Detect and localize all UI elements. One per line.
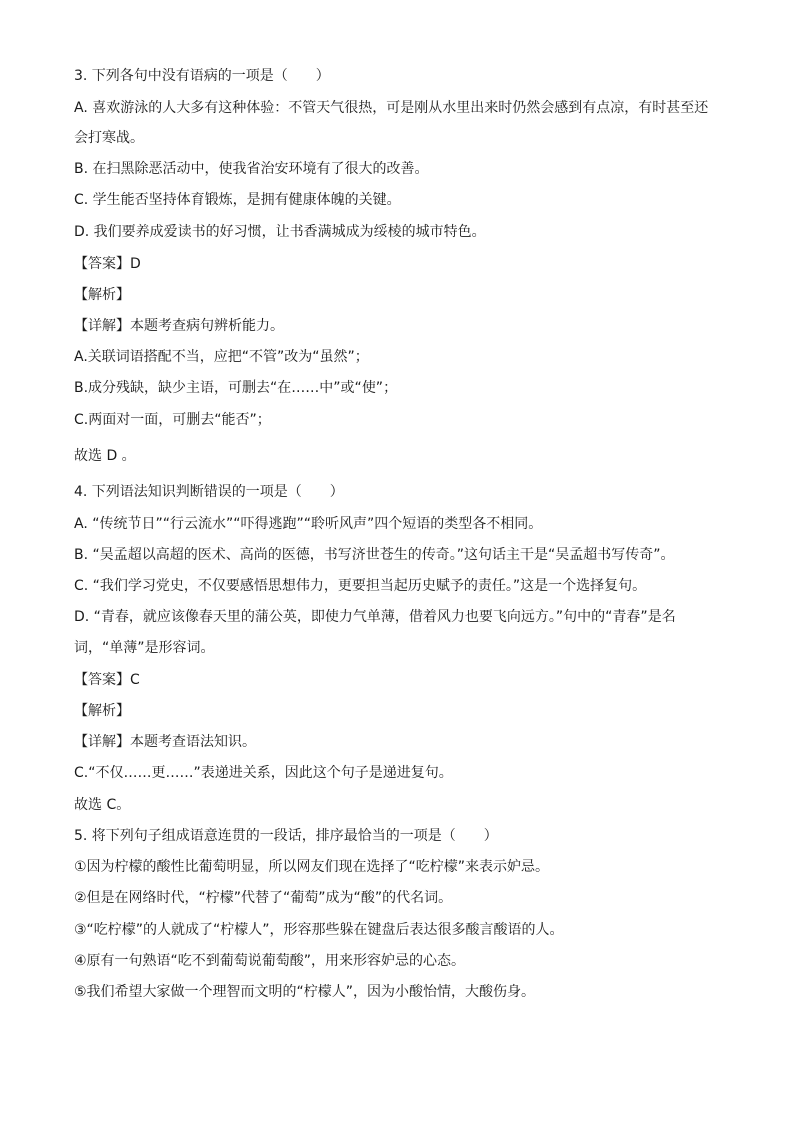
q3-explanation-c: C.两面对一面，可删去“能否”；	[74, 412, 271, 428]
q4-explanation-c: C.“不仅……更……”表递进关系，因此这个句子是递进复句。	[74, 765, 453, 781]
q3-option-d: D. 我们要养成爱读书的好习惯，让书香满城成为绥棱的城市特色。	[74, 224, 486, 240]
q4-detail: 【详解】本题考查语法知识。	[74, 734, 256, 750]
q4-stem: 4. 下列语法知识判断错误的一项是（ ）	[74, 484, 344, 500]
q3-stem: 3. 下列各句中没有语病的一项是（ ）	[74, 68, 330, 84]
q5-sentence-4: ④原有一句熟语“吃不到葡萄说葡萄酸”，用来形容妒忌的心态。	[74, 953, 466, 969]
q3-option-b: B. 在扫黑除恶活动中，使我省治安环境有了很大的改善。	[74, 161, 429, 177]
q4-option-b: B. “吴孟超以高超的医术、高尚的医德，书写济世苍生的传奇。”这句话主干是“吴孟超书写传奇”。	[74, 547, 675, 563]
q4-analysis-heading: 【解析】	[74, 703, 130, 719]
q4-option-a: A. “传统节日”“行云流水”“吓得逃跑”“聆听风声”四个短语的类型各不相同。	[74, 516, 543, 532]
q3-answer: 【答案】D	[74, 256, 141, 272]
q4-option-d-line1: D. “青春，就应该像春天里的蒲公英，即使力气单薄，借着风力也要飞向远方。”句中的“青春”是名	[74, 609, 676, 625]
q3-option-a-line1: A. 喜欢游泳的人大多有这种体验：不管天气很热，可是刚从水里出来时仍然会感到有点凉，有时甚至还	[74, 100, 709, 116]
q4-option-d-line2: 词，“单薄”是形容词。	[74, 640, 215, 656]
q3-option-a-line2: 会打寒战。	[74, 130, 144, 146]
q3-choice: 故选 D 。	[74, 448, 136, 464]
q4-choice: 故选 C。	[74, 797, 131, 813]
q5-sentence-3: ③“吃柠檬”的人就成了“柠檬人”，形容那些躲在键盘后表达很多酸言酸语的人。	[74, 922, 564, 938]
q5-sentence-2: ②但是在网络时代，“柠檬”代替了“葡萄”成为“酸”的代名词。	[74, 890, 453, 906]
q5-stem: 5. 将下列句子组成语意连贯的一段话，排序最恰当的一项是（ ）	[74, 828, 498, 844]
q3-explanation-b: B.成分残缺，缺少主语，可删去“在……中”或“使”；	[74, 380, 398, 396]
q4-option-c: C. “我们学习党史，不仅要感悟思想伟力，更要担当起历史赋予的责任。”这是一个选择复句。	[74, 578, 647, 594]
q5-sentence-5: ⑤我们希望大家做一个理智而文明的“柠檬人”，因为小酸怡情，大酸伤身。	[74, 984, 536, 1000]
q5-sentence-1: ①因为柠檬的酸性比葡萄明显，所以网友们现在选择了“吃柠檬”来表示妒忌。	[74, 859, 550, 875]
q3-option-c: C. 学生能否坚持体育锻炼，是拥有健康体魄的关键。	[74, 192, 401, 208]
q4-answer: 【答案】C	[74, 672, 140, 688]
q3-explanation-a: A.关联词语搭配不当，应把“不管”改为“虽然”；	[74, 349, 369, 365]
q3-detail: 【详解】本题考查病句辨析能力。	[74, 318, 284, 334]
q3-analysis-heading: 【解析】	[74, 287, 130, 303]
